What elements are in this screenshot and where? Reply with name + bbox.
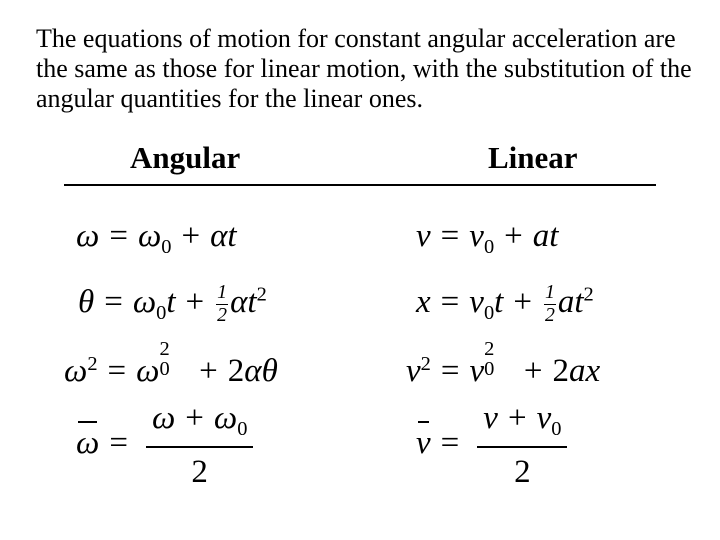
fraction-denominator: 2 [191,453,208,490]
subscript-zero: 0 [484,358,495,381]
symbol-omega: ω [137,218,162,254]
symbol-omega: ω [132,283,157,320]
sup-sub-stack [159,337,189,381]
fraction-denominator: 2 [514,453,531,490]
equations-table [64,140,658,490]
subscript-zero: 0 [156,302,167,325]
plus-sign: + [185,400,204,436]
symbol-omega: ω [136,353,160,389]
symbol-v: v [469,218,484,254]
symbol-theta: θ [261,353,278,389]
symbol-a: a [557,283,575,320]
average-fraction [477,402,567,489]
equals-sign: = [109,218,128,254]
symbol-a: a [532,218,550,254]
symbol-t: t [166,283,176,320]
equals-sign: = [440,218,460,254]
angular-eq-average [76,402,253,489]
plus-sign: + [185,283,205,320]
equals-sign: = [440,424,460,461]
exponent-two: 2 [159,337,170,360]
symbol-alpha: α [244,353,262,389]
plus-sign: + [199,353,218,389]
one-half [216,283,228,326]
symbol-a: a [568,353,586,389]
symbol-omega: ω [64,353,88,389]
symbol-omega: ω [151,400,176,436]
one-half [544,283,556,326]
plus-sign: + [504,218,523,254]
linear-header: Linear [488,140,578,175]
symbol-t: t [247,283,257,320]
intro-text: The equations of motion for constant angular acceleration are the same as those for linear motion, with the substitution of the angular quantities for the linear ones. [36,24,692,113]
plus-sign: + [507,400,527,436]
symbol-x: x [585,353,601,389]
exponent-two: 2 [256,283,267,306]
angular-eq-velocity [76,220,237,258]
subscript-zero: 0 [237,418,248,441]
coefficient-two: 2 [227,353,245,389]
fraction-numerator [146,402,253,448]
exponent-two: 2 [420,352,431,375]
plus-sign: + [513,283,532,320]
linear-eq-displacement [416,283,594,326]
symbol-t: t [549,218,559,254]
symbol-x: x [416,283,431,320]
subscript-zero: 0 [483,302,495,325]
half-numerator: 1 [544,281,555,303]
symbol-t: t [227,218,237,254]
equals-sign: = [440,353,460,389]
symbol-v: v [469,353,485,389]
subscript-zero: 0 [551,418,562,441]
sup-sub-stack [484,337,514,381]
equals-sign: = [109,424,128,461]
fraction-numerator [477,402,567,448]
subscript-zero: 0 [161,236,172,259]
symbol-alpha: α [210,218,228,254]
plus-sign: + [523,353,543,389]
symbol-v: v [483,400,498,436]
symbol-omega: ω [76,218,100,254]
symbol-v: v [406,353,421,389]
subscript-zero: 0 [483,236,495,259]
angular-eq-displacement [78,283,267,326]
symbol-t: t [494,283,504,320]
symbol-alpha: α [230,283,248,320]
angular-eq-velocity-squared [64,337,278,389]
symbol-v: v [416,218,431,254]
symbol-t: t [574,283,584,320]
linear-eq-velocity [416,220,558,258]
header-divider [64,184,656,186]
linear-eq-velocity-squared [406,337,601,389]
symbol-v-bar: v [416,424,431,461]
half-denominator: 2 [217,303,228,326]
symbol-v: v [469,283,484,320]
half-numerator: 1 [217,281,228,303]
equals-sign: = [104,283,123,320]
symbol-v: v [536,400,552,436]
exponent-two: 2 [583,283,594,306]
symbol-theta: θ [78,283,95,320]
half-denominator: 2 [544,303,555,326]
symbol-omega: ω [213,400,238,436]
exponent-two: 2 [87,352,98,375]
subscript-zero: 0 [159,358,170,381]
average-fraction [146,402,253,489]
exponent-two: 2 [484,337,495,360]
angular-header: Angular [130,140,241,175]
equals-sign: = [440,283,460,320]
linear-eq-average [416,402,567,489]
equals-sign: = [107,353,127,389]
symbol-omega-bar: ω [76,424,100,461]
plus-sign: + [181,218,201,254]
coefficient-two: 2 [552,353,569,389]
